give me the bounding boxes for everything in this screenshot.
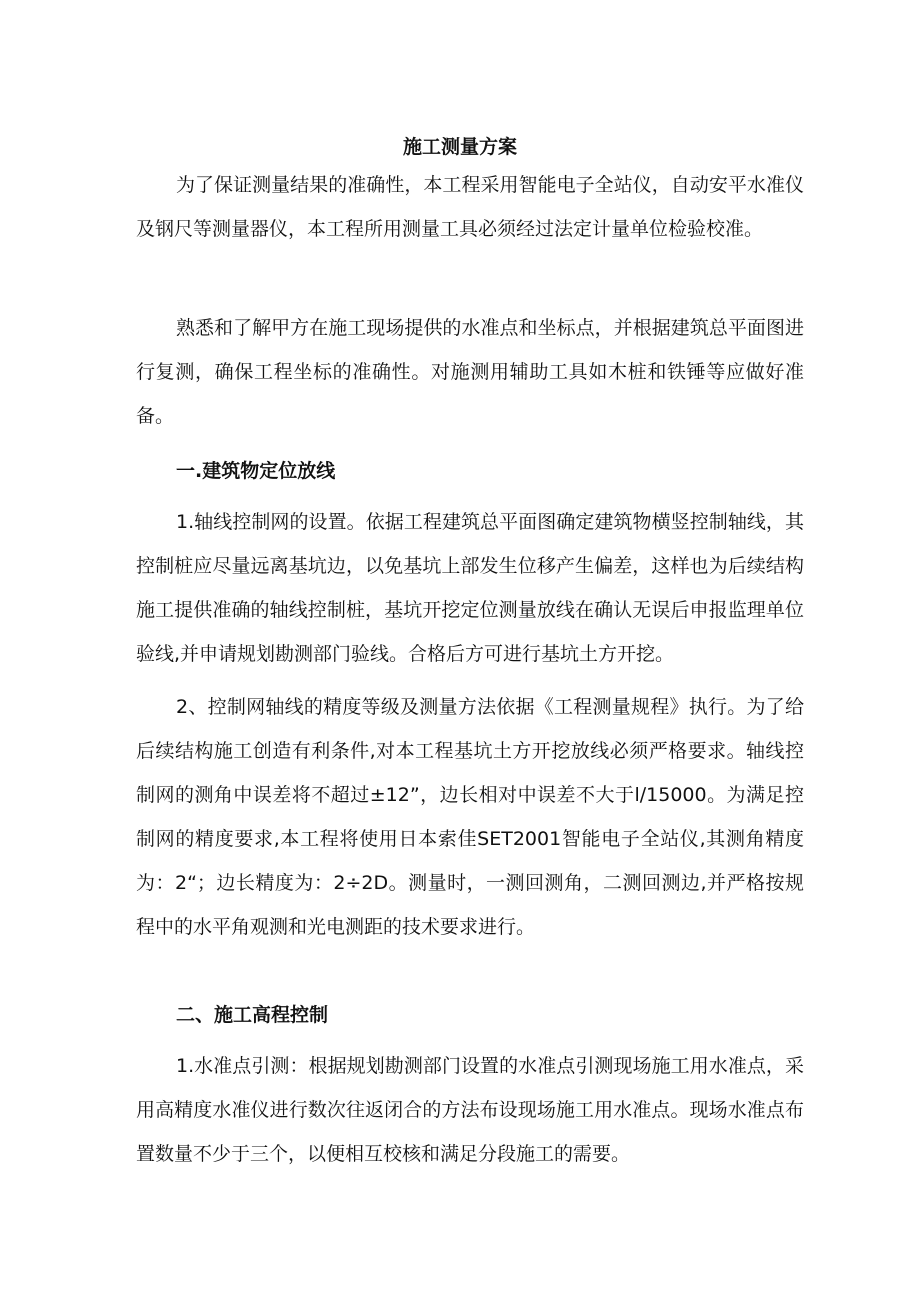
section-2-paragraph-1: 1.水准点引测：根据规划勘测部门设置的水准点引测现场施工用水准点，采用高精度水准仪进行数次往返闭合的方法布设现场施工用水准点。现场水准点布置数量不少于三个，以便相互校核和满足分段施工的需要。 (136, 1055, 804, 1165)
intro-paragraph-2: 熟悉和了解甲方在施工现场提供的水准点和坐标点，并根据建筑总平面图进行复测，确保工程坐标的准确性。对施测用辅助工具如木桩和铁锤等应做好准备。 (136, 317, 804, 427)
document-title: 施工测量方案 (402, 135, 517, 158)
section-1-heading: 一.建筑物定位放线 (176, 460, 336, 482)
intro-paragraph-1: 为了保证测量结果的准确性，本工程采用智能电子全站仪，自动安平水准仪及钢尺等测量器仪，本工程所用测量工具必须经过法定计量单位检验校准。 (136, 174, 804, 240)
section-1-paragraph-1: 1.轴线控制网的设置。依据工程建筑总平面图确定建筑物横竖控制轴线，其控制桩应尽量远离基坑边，以免基坑上部发生位移产生偏差，这样也为后续结构施工提供准确的轴线控制桩，基坑开挖定位测量放线在确认无误后申报监理单位验线,并申请规划勘测部门验线。合格后方可进行基坑土方开挖。 (136, 511, 804, 665)
section-2-heading: 二、施工高程控制 (176, 1004, 329, 1026)
section-1-paragraph-2: 2、控制网轴线的精度等级及测量方法依据《工程测量规程》执行。为了给后续结构施工创造有利条件,对本工程基坑土方开挖放线必须严格要求。轴线控制网的测角中误差将不超过±12”，边长相对中误差不大于l∕15000。为满足控制网的精度要求,本工程将使用日本索佳SET2001智能电子全站仪,其测角精度为：2“；边长精度为：2÷2D。测量时，一测回测角，二测回测边,并严格按规程中的水平角观测和光电测距的技术要求进行。 (136, 696, 804, 938)
